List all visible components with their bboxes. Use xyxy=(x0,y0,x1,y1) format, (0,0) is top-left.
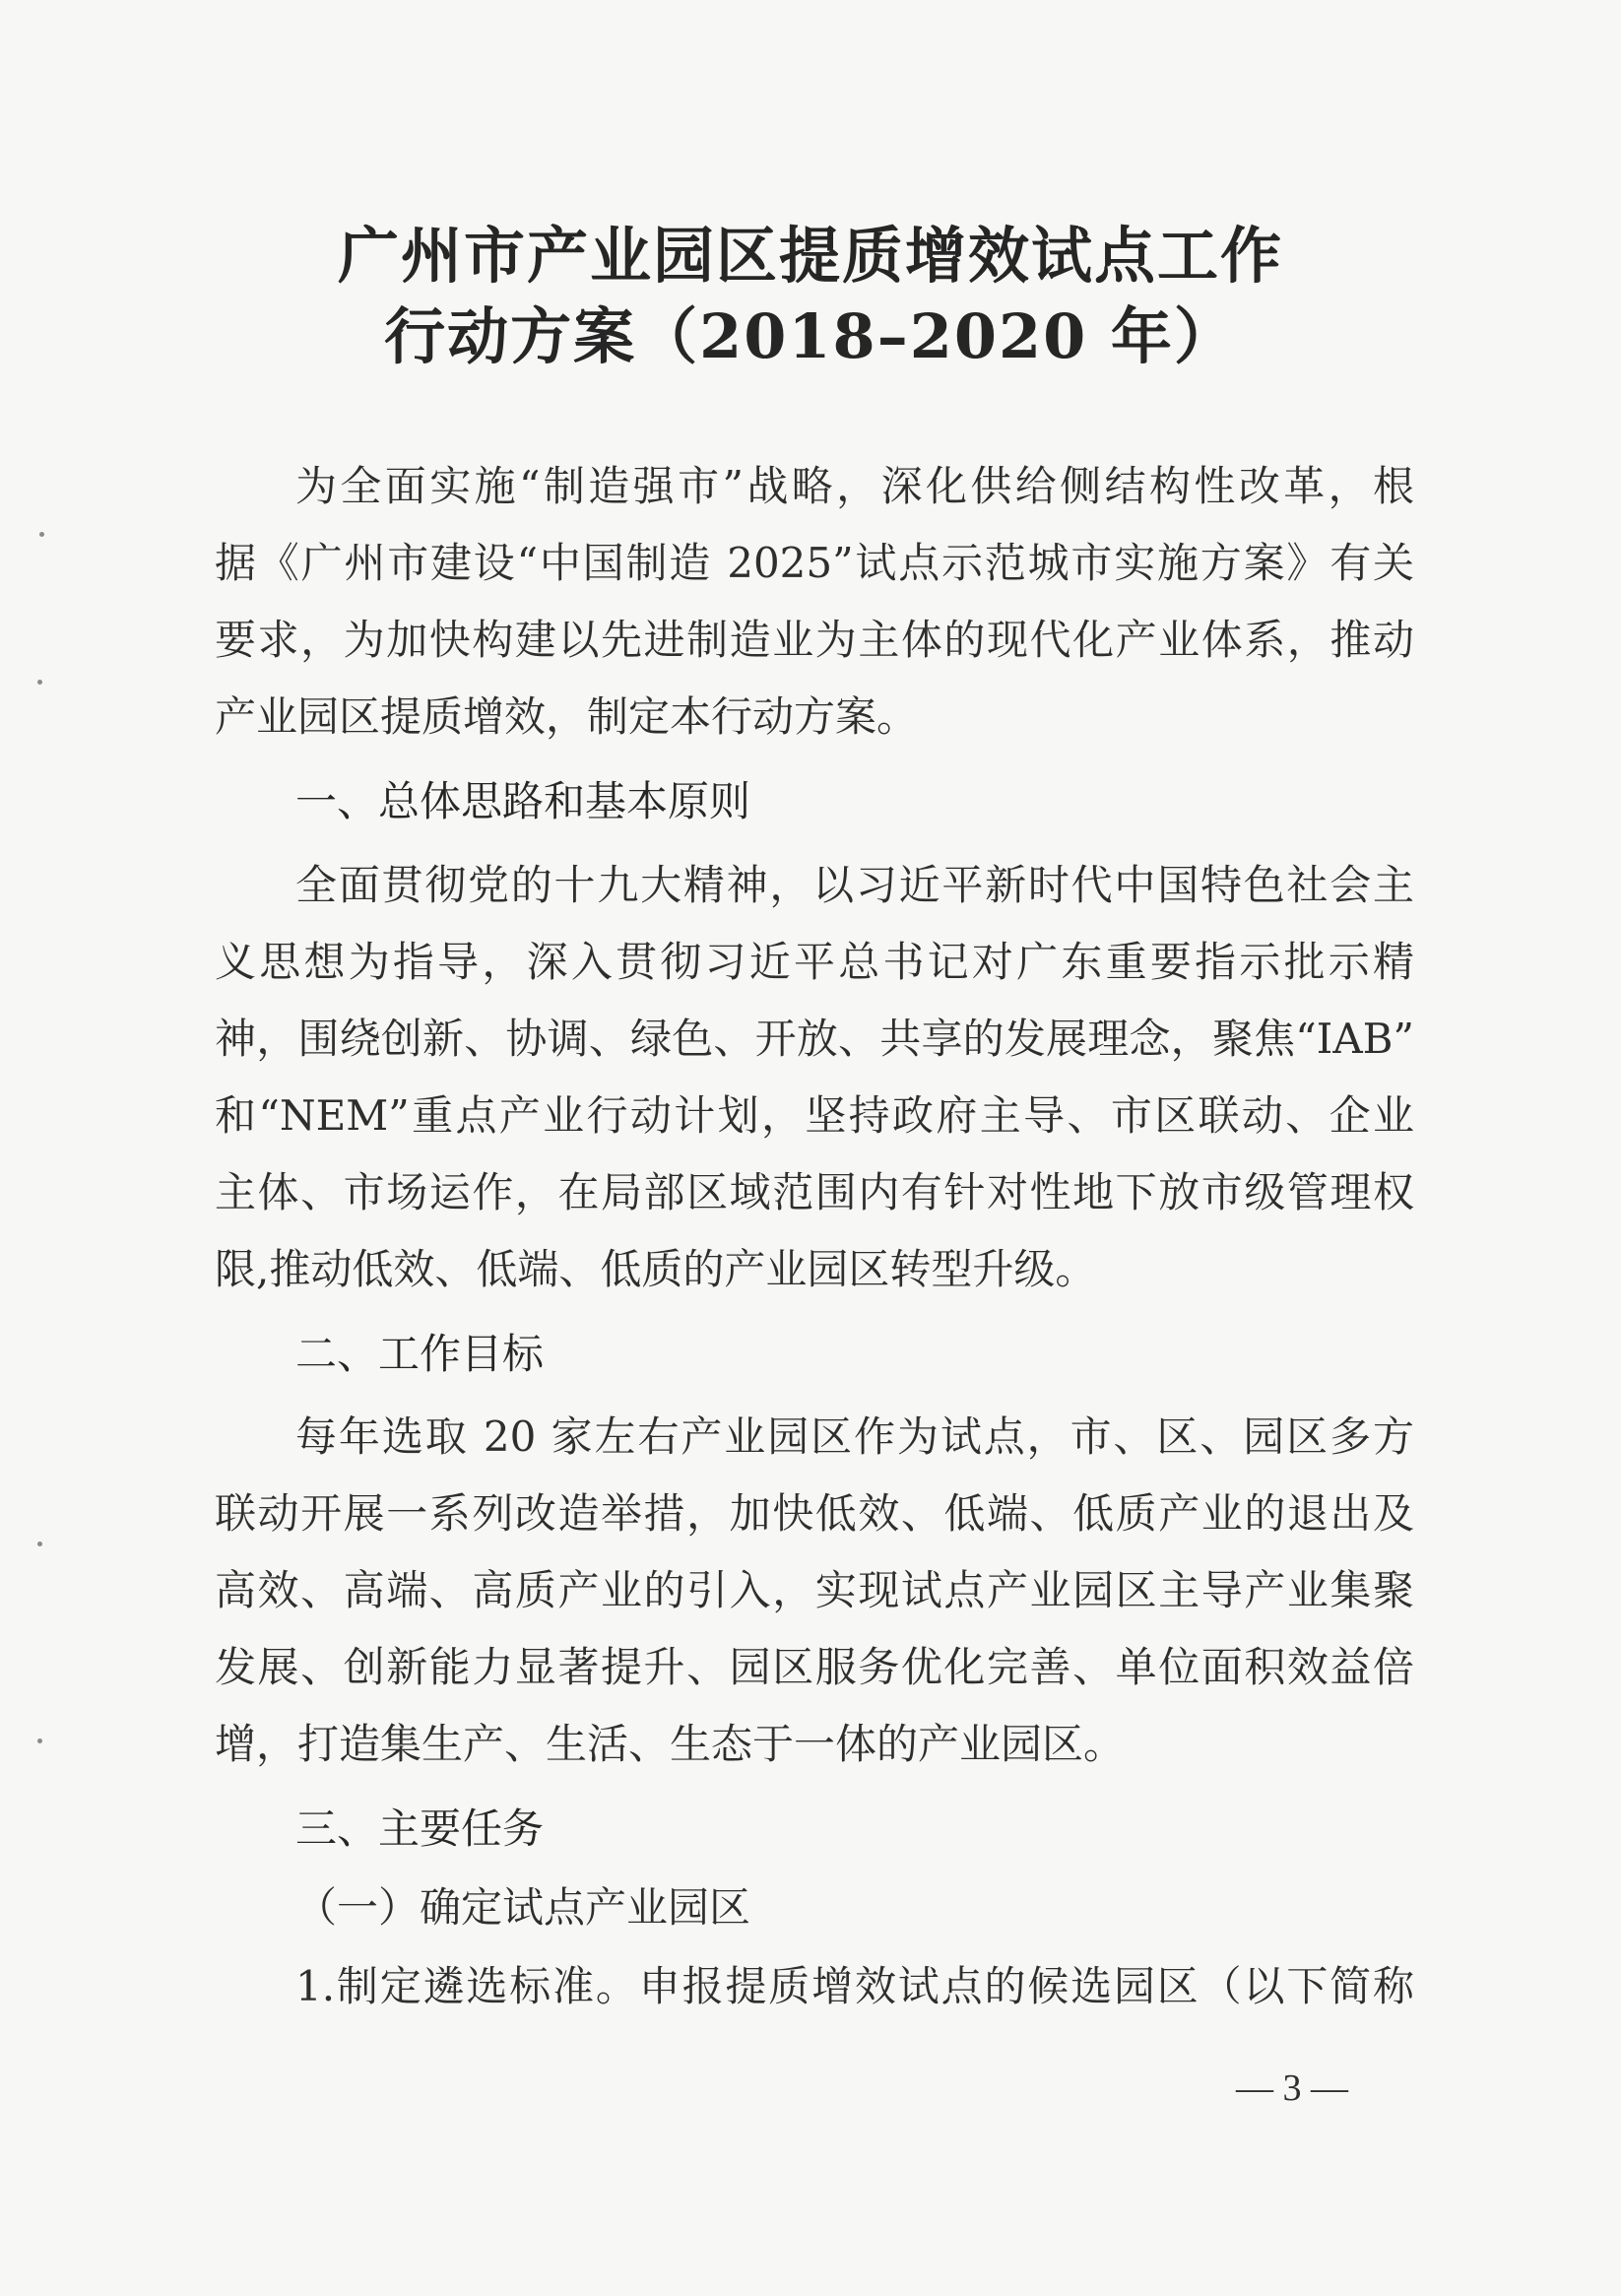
section-1-line-1: 全面贯彻党的十九大精神，以习近平新时代中国特色社会主 xyxy=(295,861,1414,909)
section-3-heading: 三、主要任务 xyxy=(295,1804,545,1853)
page-number: — 3 — xyxy=(1236,2067,1348,2109)
intro-line-1: 为全面实施“制造强市”战略，深化供给侧结构性改革，根 xyxy=(295,462,1414,510)
section-1-line-4: 和“NEM”重点产业行动计划，坚持政府主导、市区联动、企业 xyxy=(215,1091,1414,1140)
section-2-line-3: 高效、高端、高质产业的引入，实现试点产业园区主导产业集聚 xyxy=(215,1566,1414,1614)
document-title-line-2: 行动方案（2018–2020 年） xyxy=(384,300,1237,372)
intro-line-3: 要求，为加快构建以先进制造业为主体的现代化产业体系，推动 xyxy=(215,616,1414,664)
subsection-1-heading: （一）确定试点产业园区 xyxy=(295,1883,751,1932)
section-1-line-3: 神，围绕创新、协调、绿色、开放、共享的发展理念，聚焦“IAB” xyxy=(215,1015,1414,1063)
item-1-line: 1.制定遴选标准。申报提质增效试点的候选园区（以下简称 xyxy=(295,1962,1414,2010)
section-1-line-5: 主体、市场运作，在局部区域范围内有针对性地下放市级管理权 xyxy=(215,1168,1414,1216)
scan-artifact-dot xyxy=(37,680,42,685)
scan-artifact-dot xyxy=(37,1542,42,1546)
section-2-line-4: 发展、创新能力显著提升、园区服务优化完善、单位面积效益倍 xyxy=(215,1643,1414,1691)
intro-line-2: 据《广州市建设“中国制造 2025”试点示范城市实施方案》有关 xyxy=(215,539,1414,587)
section-2-line-2: 联动开展一系列改造举措，加快低效、低端、低质产业的退出及 xyxy=(215,1489,1414,1538)
section-1-line-2: 义思想为指导，深入贯彻习近平总书记对广东重要指示批示精 xyxy=(215,938,1414,986)
document-title-line-1: 广州市产业园区提质增效试点工作 xyxy=(337,220,1283,292)
scan-artifact-dot xyxy=(39,532,44,537)
intro-line-4: 产业园区提质增效，制定本行动方案。 xyxy=(215,692,919,741)
section-2-heading: 二、工作目标 xyxy=(295,1330,545,1378)
section-2-line-1: 每年选取 20 家左右产业园区作为试点，市、区、园区多方 xyxy=(295,1412,1414,1461)
section-1-line-6: 限,推动低效、低端、低质的产业园区转型升级。 xyxy=(215,1245,1097,1293)
section-2-line-5: 增，打造集生产、生活、生态于一体的产业园区。 xyxy=(215,1720,1126,1768)
scan-artifact-dot xyxy=(37,1738,42,1743)
section-1-heading: 一、总体思路和基本原则 xyxy=(295,777,751,825)
